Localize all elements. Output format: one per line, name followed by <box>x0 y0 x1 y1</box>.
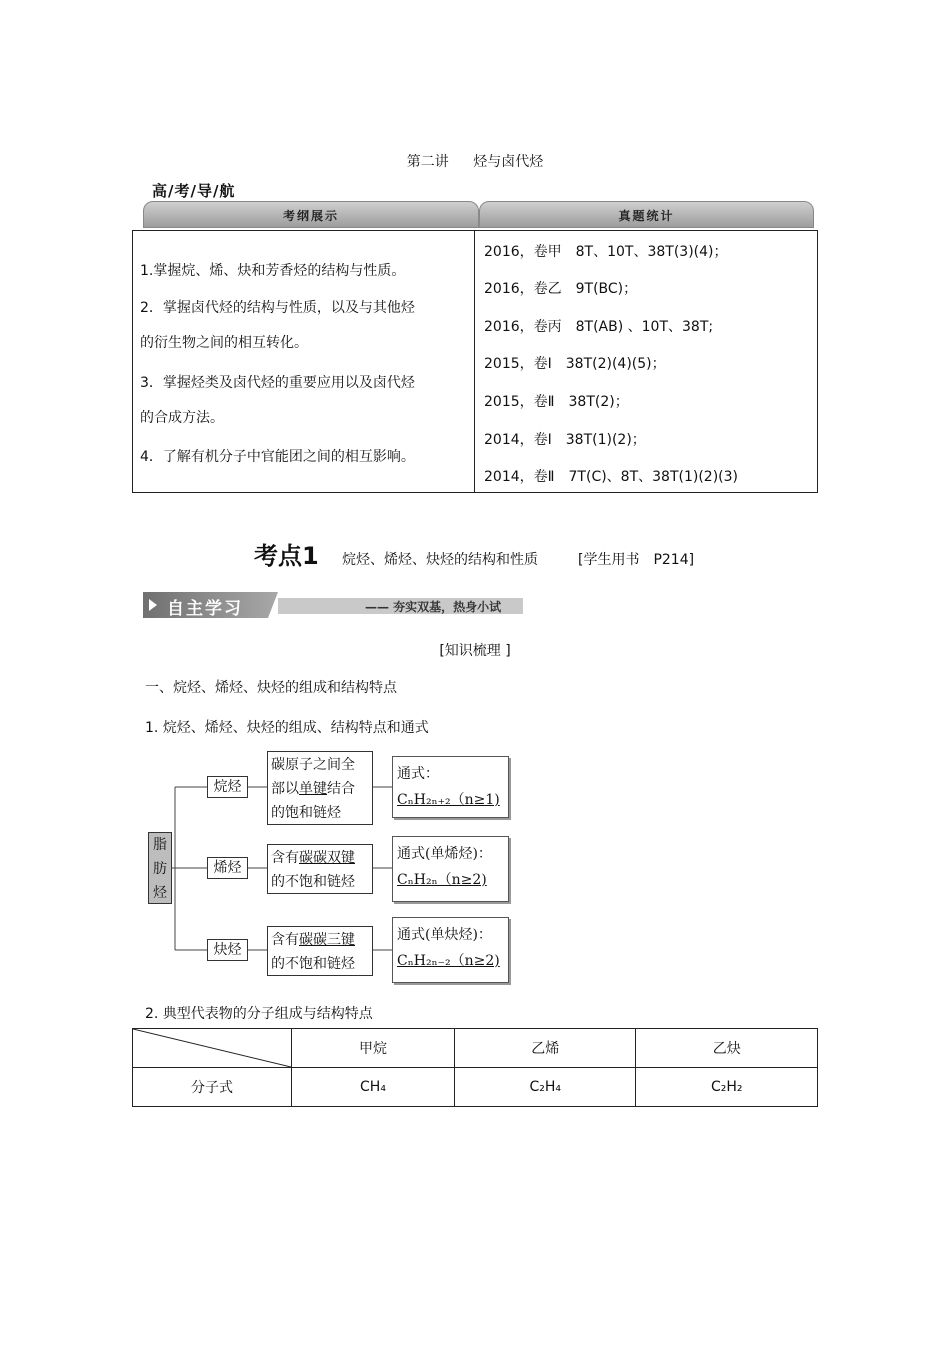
alkane-desc-text: 部以 <box>271 781 299 797</box>
alkyne-keyword: 碳碳三键 <box>299 932 355 948</box>
table-row <box>133 1029 818 1068</box>
root-fatty-hydrocarbon <box>148 832 172 904</box>
alkyne-desc-line <box>271 928 369 952</box>
outline-line: 4．了解有机分子中官能团之间的相互影响。 <box>140 449 415 465</box>
subheading-1: 1. 烷烃、烯烃、炔烃的组成、结构特点和通式 <box>145 720 429 736</box>
alkyne-desc-text: 含有 <box>271 932 299 948</box>
tab-outline: 考纲展示 <box>143 201 479 228</box>
table-header: 乙炔 <box>636 1029 818 1068</box>
outline-line: 1.掌握烷、烯、炔和芳香烃的结构与性质。 <box>140 263 406 279</box>
kaodian-subtitle: 烷烃、烯烃、炔烃的结构和性质 <box>342 552 538 568</box>
alkyne-formula-box <box>392 917 509 983</box>
chapter-title <box>0 151 950 171</box>
stats-line: 2014，卷Ⅱ 7T(C)、8T、38T(1)(2)(3) <box>484 469 738 485</box>
branch-alkyne: 炔烃 <box>207 939 248 961</box>
banner-right-label: —— 夯实双基，热身小试 <box>365 600 502 614</box>
table-header: 乙烯 <box>454 1029 636 1068</box>
stats-line: 2014，卷Ⅰ 38T(1)(2)； <box>484 432 646 448</box>
alkene-desc-line: 的不饱和链烃 <box>271 874 355 890</box>
representative-table <box>132 1028 818 1107</box>
branch-alkane: 烷烃 <box>207 776 248 798</box>
subheading-2: 2. 典型代表物的分子组成与结构特点 <box>145 1006 373 1022</box>
outline-line: 3．掌握烃类及卤代烃的重要应用以及卤代烃 <box>140 375 415 391</box>
table-row <box>133 1068 818 1107</box>
alkene-keyword: 碳碳双键 <box>299 850 355 866</box>
outline-line: 的合成方法。 <box>140 410 224 426</box>
alkane-formula-box <box>392 756 509 818</box>
heading-1: 一、烷烃、烯烃、炔烃的组成和结构特点 <box>145 680 397 696</box>
stats-line: 2015，卷Ⅱ 38T(2)； <box>484 394 629 410</box>
alkane-desc-line: 碳原子之间全 <box>271 757 355 773</box>
stats-line: 2016，卷乙 9T(BC)； <box>484 281 638 297</box>
row-label: 分子式 <box>133 1068 292 1107</box>
exam-guide-title: 高/考/导/航 <box>152 182 236 200</box>
outline-line: 的衍生物之间的相互转化。 <box>140 335 308 351</box>
alkane-desc-line: 的饱和链烃 <box>271 805 341 821</box>
table-cell: C₂H₂ <box>636 1068 818 1107</box>
self-study-banner <box>143 592 523 618</box>
table-cell: C₂H₄ <box>454 1068 636 1107</box>
formula-title: 通式： <box>397 766 439 782</box>
alkene-formula-box <box>392 836 509 902</box>
stats-line: 2015，卷Ⅰ 38T(2)(4)(5)； <box>484 356 666 372</box>
alkane-description <box>267 751 373 825</box>
alkyne-desc-line: 的不饱和链烃 <box>271 956 355 972</box>
formula-title: 通式(单炔烃)： <box>397 927 492 943</box>
alkene-desc-line <box>271 846 369 870</box>
alkane-keyword: 单键 <box>299 781 327 797</box>
stats-line: 2016，卷甲 8T、10T、38T(3)(4)； <box>484 244 728 260</box>
diagonal-divider <box>133 1029 291 1067</box>
formula-title: 通式(单烯烃)： <box>397 846 492 862</box>
branch-alkene: 烯烃 <box>207 857 248 879</box>
alkane-desc-text: 结合 <box>327 781 355 797</box>
stats-line: 2016，卷丙 8T(AB) 、10T、38T; <box>484 319 714 335</box>
alkene-desc-text: 含有 <box>271 850 299 866</box>
lecture-number: 第二讲 <box>406 154 449 170</box>
kaodian-reference: [学生用书 P214] <box>578 552 695 568</box>
guide-tabs <box>143 201 814 228</box>
alkene-description <box>267 844 373 894</box>
kaodian-label: 考点1 <box>254 542 319 570</box>
alkyne-description <box>267 926 373 976</box>
guide-table-divider <box>474 230 475 493</box>
table-cell: CH₄ <box>292 1068 455 1107</box>
alkene-formula: CₙH₂ₙ（n≥2) <box>397 872 487 888</box>
alkane-desc-line <box>271 777 369 801</box>
alkane-formula: CₙH₂ₙ₊₂（n≥1) <box>397 792 500 808</box>
banner-left-label: 自主学习 <box>167 599 243 619</box>
table-header: 甲烷 <box>292 1029 455 1068</box>
tab-stats: 真题统计 <box>479 201 814 228</box>
table-corner-cell <box>133 1029 292 1068</box>
lecture-title: 烃与卤代烃 <box>473 154 544 170</box>
root-label: 脂肪烃 <box>153 837 167 901</box>
section-title: [知识梳理 ] <box>439 643 511 659</box>
alkyne-formula: CₙH₂ₙ₋₂（n≥2) <box>397 953 500 969</box>
outline-line: 2．掌握卤代烃的结构与性质，以及与其他烃 <box>140 300 415 316</box>
